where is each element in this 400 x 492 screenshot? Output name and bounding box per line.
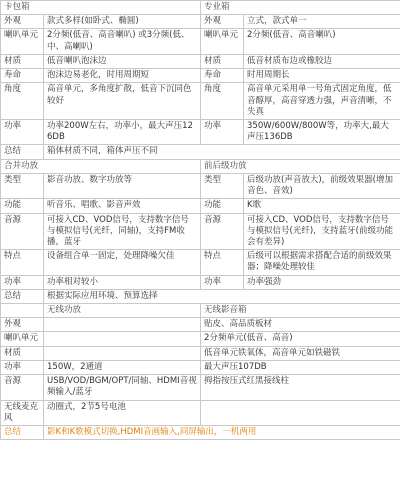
cell-right: 2分频单元(低音、高音) bbox=[201, 332, 400, 346]
cell-right: 拇指按压式红黑接线柱 bbox=[201, 375, 400, 400]
summary-row bbox=[1, 289, 400, 303]
table-row bbox=[1, 346, 400, 360]
cell-left bbox=[44, 318, 201, 332]
summary-text: 箱体材质不同，箱体声压不同 bbox=[44, 145, 400, 159]
cell-left: 影音功放、数字功放等 bbox=[44, 173, 201, 198]
cell-right: 高音单元采用单一号角式固定角度，低音醇厚，高音穿透力强，声音清晰，不失真 bbox=[244, 83, 400, 120]
header-row bbox=[1, 1, 400, 15]
table-row bbox=[1, 69, 400, 83]
summary-label: 总结 bbox=[1, 289, 44, 303]
cell-right: 低音材质布边或橡胶边 bbox=[244, 54, 400, 68]
cell-left: 听音乐、唱歌、影音声效 bbox=[44, 199, 201, 213]
row-label: 音源 bbox=[1, 213, 44, 250]
cell-left: 高音单元，多角度扩散，低音下沉同色较好 bbox=[44, 83, 201, 120]
row-label: 音源 bbox=[1, 375, 44, 400]
cell-right: 350W/600W/800W等，功率大,最大声压136DB bbox=[244, 119, 400, 144]
row-label: 喇叭单元 bbox=[1, 29, 44, 54]
row-label: 外观 bbox=[1, 15, 44, 29]
cell-right: 时用周期长 bbox=[244, 69, 400, 83]
cell-left: 动圈式，2节5号电池 bbox=[44, 400, 201, 425]
cell-left: 功率相对较小 bbox=[44, 275, 201, 289]
row-label: 功率 bbox=[1, 119, 44, 144]
row-label: 外观 bbox=[201, 15, 244, 29]
row-label: 材质 bbox=[1, 54, 44, 68]
cell-left bbox=[44, 332, 201, 346]
row-label: 功能 bbox=[1, 199, 44, 213]
table-row bbox=[1, 29, 400, 54]
row-label: 喇叭单元 bbox=[1, 332, 44, 346]
row-label: 特点 bbox=[1, 250, 44, 275]
summary-row bbox=[1, 426, 400, 440]
summary-row bbox=[1, 145, 400, 159]
table-row bbox=[1, 54, 400, 68]
cell-left: 款式多样(如卧式、椭圆) bbox=[44, 15, 201, 29]
summary-text: 影K和K歌模式切换,HDMI音画输入,同屏输出，一机两用 bbox=[44, 426, 400, 440]
table-row bbox=[1, 83, 400, 120]
row-label: 特点 bbox=[201, 250, 244, 275]
summary-label: 总结 bbox=[1, 145, 44, 159]
section-header-right: 无线影音箱 bbox=[201, 304, 400, 318]
table-row bbox=[1, 375, 400, 400]
cell-right: 立式，款式单一 bbox=[244, 15, 400, 29]
summary-label: 总结 bbox=[1, 426, 44, 440]
cell-left: USB/VOD/BGM/OPT/同轴、HDMI音视频输入/蓝牙 bbox=[44, 375, 201, 400]
cell-right: 2分频(低音、高音喇叭) bbox=[244, 29, 400, 54]
cell-left bbox=[44, 346, 201, 360]
cell-right: 低音单元铁氧体，高音单元如铁磁铁 bbox=[201, 346, 400, 360]
section-header-left: 无线功放 bbox=[44, 304, 201, 318]
table-row bbox=[1, 360, 400, 374]
cell-left: 150W，2通道 bbox=[44, 360, 201, 374]
empty-cell bbox=[1, 304, 44, 318]
cell-right: 贴皮、高品质板材 bbox=[201, 318, 400, 332]
table-row bbox=[1, 332, 400, 346]
row-label: 功率 bbox=[201, 275, 244, 289]
section-header-left: 合并功放 bbox=[1, 159, 201, 173]
row-label: 外观 bbox=[1, 318, 44, 332]
table-row bbox=[1, 173, 400, 198]
cell-right bbox=[201, 400, 400, 425]
row-label: 类型 bbox=[201, 173, 244, 198]
header-right: 专业箱 bbox=[201, 1, 400, 15]
cell-right: 后级可以根据需求搭配合适的前级效果器；降噪处理较佳 bbox=[244, 250, 400, 275]
row-label: 材质 bbox=[201, 54, 244, 68]
table-row bbox=[1, 213, 400, 250]
cell-right: 功率强劲 bbox=[244, 275, 400, 289]
table-row bbox=[1, 199, 400, 213]
row-label: 无线麦克风 bbox=[1, 400, 44, 425]
cell-left: 可接入CD、VOD信号，支持数字信号与模拟信号(光纤，同轴)，支持FM收播，蓝牙 bbox=[44, 213, 201, 250]
table-row bbox=[1, 318, 400, 332]
row-label: 寿命 bbox=[201, 69, 244, 83]
cell-left: 泡沫边易老化，时用周期短 bbox=[44, 69, 201, 83]
section-header-row bbox=[1, 159, 400, 173]
section-header-right: 前后级功放 bbox=[201, 159, 400, 173]
row-label: 角度 bbox=[1, 83, 44, 120]
row-label: 功能 bbox=[201, 199, 244, 213]
header-left: 卡包箱 bbox=[1, 1, 201, 15]
summary-text: 根据实际应用环境、预算选择 bbox=[44, 289, 400, 303]
cell-left: 功率200W左右，功率小，最大声压126DB bbox=[44, 119, 201, 144]
cell-right: 后级功放(声音放大)，前级效果器(增加音色、音效) bbox=[244, 173, 400, 198]
table-row bbox=[1, 400, 400, 425]
cell-left: 2分频(低音、高音喇叭) 或3分频(低、中、高喇叭) bbox=[44, 29, 201, 54]
row-label: 类型 bbox=[1, 173, 44, 198]
section-header-row bbox=[1, 304, 400, 318]
row-label: 角度 bbox=[201, 83, 244, 120]
row-label: 功率 bbox=[1, 275, 44, 289]
row-label: 喇叭单元 bbox=[201, 29, 244, 54]
cell-left: 设备组合单一固定，处理降噪欠佳 bbox=[44, 250, 201, 275]
row-label: 功率 bbox=[1, 360, 44, 374]
cell-left: 低音喇叭泡沫边 bbox=[44, 54, 201, 68]
row-label: 材质 bbox=[1, 346, 44, 360]
cell-right: 可接入CD、VOD信号，支持数字信号与模拟信号(光纤)，支持蓝牙(前级功能会有差异) bbox=[244, 213, 400, 250]
table-row bbox=[1, 250, 400, 275]
row-label: 功率 bbox=[201, 119, 244, 144]
row-label: 寿命 bbox=[1, 69, 44, 83]
cell-right: K歌 bbox=[244, 199, 400, 213]
row-label: 音源 bbox=[201, 213, 244, 250]
table-row bbox=[1, 275, 400, 289]
cell-right: 最大声压107DB bbox=[201, 360, 400, 374]
table-row bbox=[1, 119, 400, 144]
table-row bbox=[1, 15, 400, 29]
